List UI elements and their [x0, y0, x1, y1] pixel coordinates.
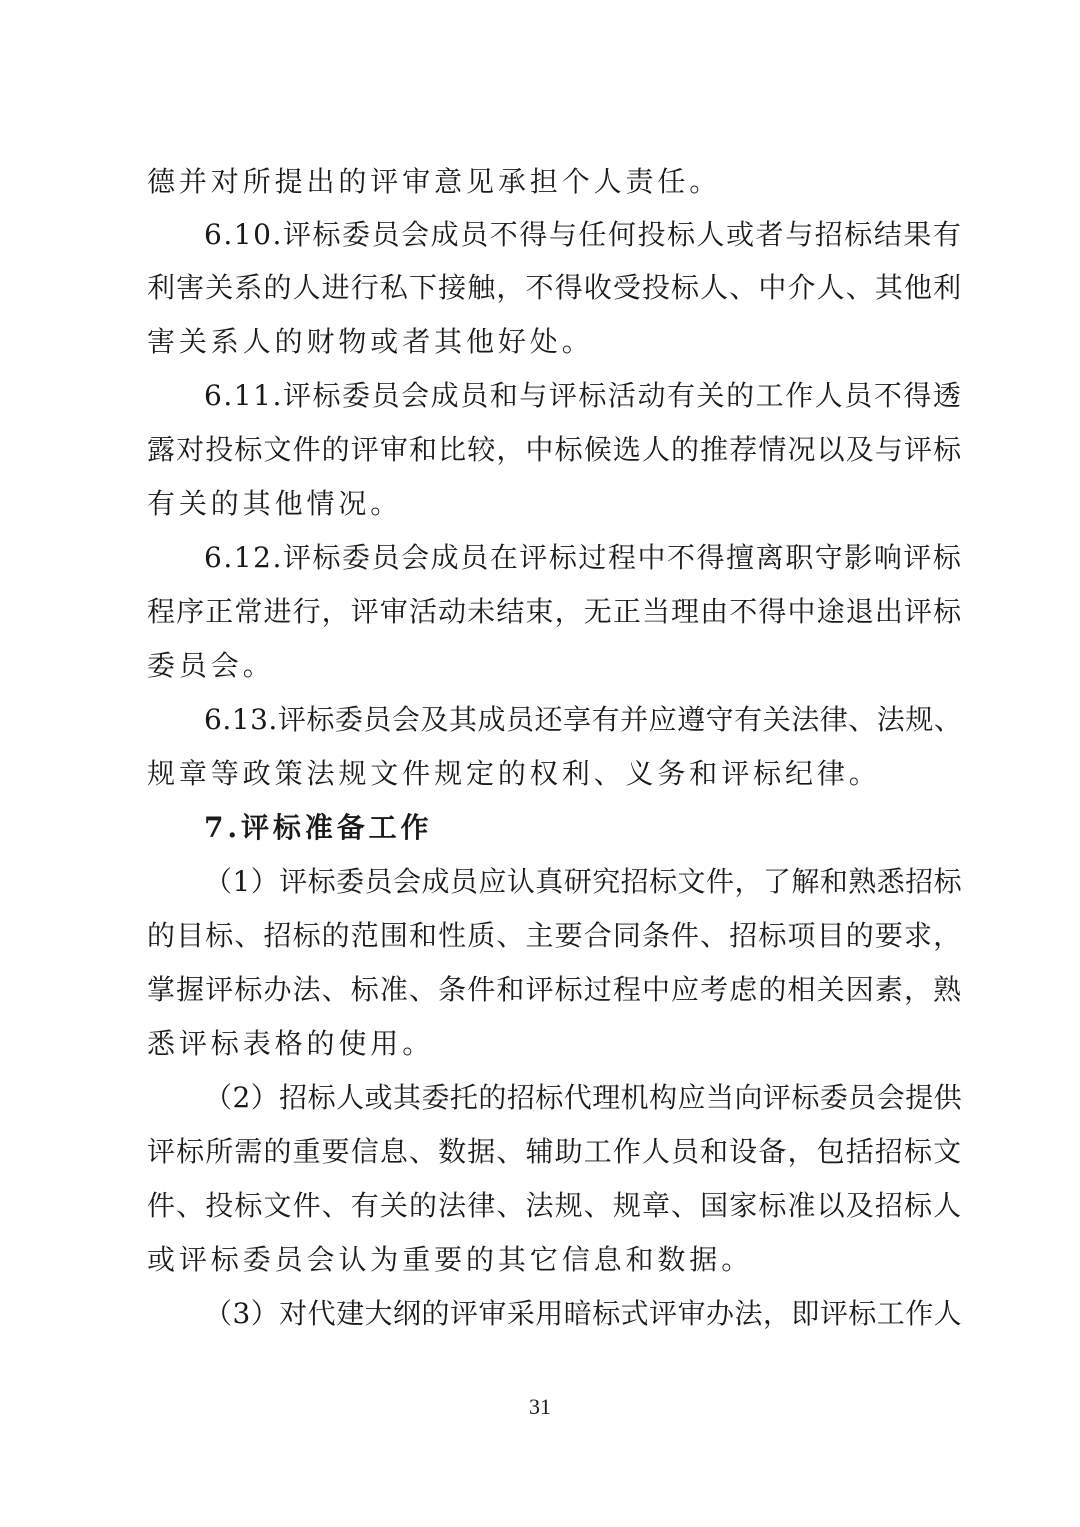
text-line: 或评标委员会认为重要的其它信息和数据。 — [147, 1243, 754, 1276]
text-line: 露对投标文件的评审和比较，中标候选人的推荐情况以及与评标 — [147, 433, 963, 466]
text-line: 悉评标表格的使用。 — [147, 1027, 435, 1060]
text-line: 6.13.评标委员会及其成员还享有并应遵守有关法律、法规、 — [204, 703, 963, 736]
text-line: 6.11.评标委员会成员和与评标活动有关的工作人员不得透 — [204, 379, 963, 412]
text-line: 6.10.评标委员会成员不得与任何投标人或者与招标结果有 — [204, 218, 963, 251]
text-line: 的目标、招标的范围和性质、主要合同条件、招标项目的要求， — [147, 919, 963, 952]
text-line: 掌握评标办法、标准、条件和评标过程中应考虑的相关因素，熟 — [147, 973, 963, 1006]
text-line: 件、投标文件、有关的法律、法规、规章、国家标准以及招标人 — [147, 1189, 963, 1222]
page-number: 31 — [529, 1394, 551, 1419]
text-line: 害关系人的财物或者其他好处。 — [147, 325, 594, 358]
text-line: 6.12.评标委员会成员在评标过程中不得擅离职守影响评标 — [204, 541, 963, 574]
text-line: 评标所需的重要信息、数据、辅助工作人员和设备，包括招标文 — [147, 1135, 963, 1168]
text-line: 有关的其他情况。 — [147, 487, 403, 520]
text-line: （2）招标人或其委托的招标代理机构应当向评标委员会提供 — [204, 1081, 963, 1114]
text-line: （1）评标委员会成员应认真研究招标文件，了解和熟悉招标 — [204, 865, 963, 898]
text-line: 规章等政策法规文件规定的权利、义务和评标纪律。 — [147, 757, 881, 790]
text-line: （3）对代建大纲的评审采用暗标式评审办法，即评标工作人 — [204, 1297, 963, 1330]
text-line: 利害关系的人进行私下接触，不得收受投标人、中介人、其他利 — [147, 271, 963, 304]
text-line: 德并对所提出的评审意见承担个人责任。 — [147, 165, 722, 198]
text-line: 程序正常进行，评审活动未结束，无正当理由不得中途退出评标 — [147, 595, 963, 628]
section-heading: 7.评标准备工作 — [204, 811, 433, 844]
text-line: 委员会。 — [147, 649, 275, 682]
